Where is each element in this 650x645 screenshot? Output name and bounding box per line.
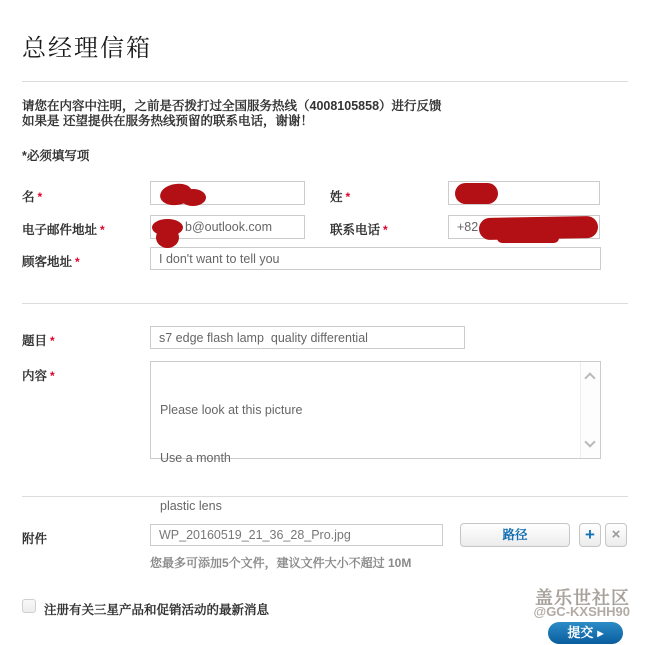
intro-line-2: 如果是 还望提供在服务热线预留的联系电话，谢谢！ xyxy=(22,114,313,128)
required-asterisk: * xyxy=(383,223,388,237)
required-fields-note: *必须填写项 xyxy=(22,149,90,163)
attachment-help-text: 您最多可添加5个文件，建议文件大小不超过 10M xyxy=(150,556,412,570)
intro-line-1: 请您在内容中注明，之前是否拨打过全国服务热线（4008105858）进行反馈 xyxy=(22,99,442,113)
redaction-blob xyxy=(156,227,179,248)
email-label: 电子邮件地址 * xyxy=(22,223,105,237)
required-asterisk: * xyxy=(37,190,43,204)
subject-input[interactable] xyxy=(150,326,465,349)
phone-label: 联系电话 * xyxy=(330,223,388,237)
redaction-blob xyxy=(180,189,206,206)
intro-text xyxy=(22,99,502,129)
textarea-scrollbar[interactable] xyxy=(580,362,600,458)
page-title: 总经理信箱 xyxy=(22,34,152,62)
attachment-label: 附件 xyxy=(22,532,48,546)
content-text xyxy=(160,370,574,546)
submit-label: 提交 xyxy=(567,625,594,640)
content-textarea[interactable] xyxy=(150,361,601,513)
last-name-label: 姓 * xyxy=(330,190,351,204)
close-icon: × xyxy=(611,526,621,543)
add-attachment-button[interactable] xyxy=(579,523,601,547)
watermark-user-id: @GC-KXSHH90 xyxy=(533,604,630,619)
watermark-community-name: 盖乐世社区 xyxy=(535,588,630,608)
content-line-3: plastic lens xyxy=(160,499,222,513)
required-asterisk: * xyxy=(50,334,55,348)
content-label: 内容 * xyxy=(22,369,55,383)
separator xyxy=(22,81,628,82)
first-name-label: 名 * xyxy=(22,190,43,204)
required-asterisk: * xyxy=(50,369,55,383)
required-asterisk: * xyxy=(100,223,105,237)
plus-icon: + xyxy=(585,525,595,544)
required-asterisk: * xyxy=(75,255,80,269)
required-asterisk: * xyxy=(345,190,351,204)
redaction-blob xyxy=(455,183,498,204)
address-input[interactable] xyxy=(150,247,601,270)
browse-path-button[interactable]: 路径 xyxy=(460,523,570,547)
attachment-filename-input[interactable] xyxy=(150,524,443,546)
submit-arrow-icon: ▶ xyxy=(597,629,604,638)
content-line-1: Please look at this picture xyxy=(160,403,303,417)
separator xyxy=(22,303,628,304)
remove-attachment-button[interactable] xyxy=(605,523,627,547)
content-line-2: Use a month xyxy=(160,451,231,465)
newsletter-checkbox[interactable] xyxy=(22,599,36,613)
submit-button[interactable] xyxy=(548,622,623,644)
newsletter-label: 注册有关三星产品和促销活动的最新消息 xyxy=(44,603,270,617)
separator xyxy=(22,496,628,497)
subject-label: 题目 * xyxy=(22,334,55,348)
scroll-up-icon[interactable] xyxy=(584,372,595,383)
address-label: 顾客地址 * xyxy=(22,255,80,269)
redaction-blob xyxy=(497,233,559,243)
scroll-down-icon[interactable] xyxy=(584,436,595,447)
